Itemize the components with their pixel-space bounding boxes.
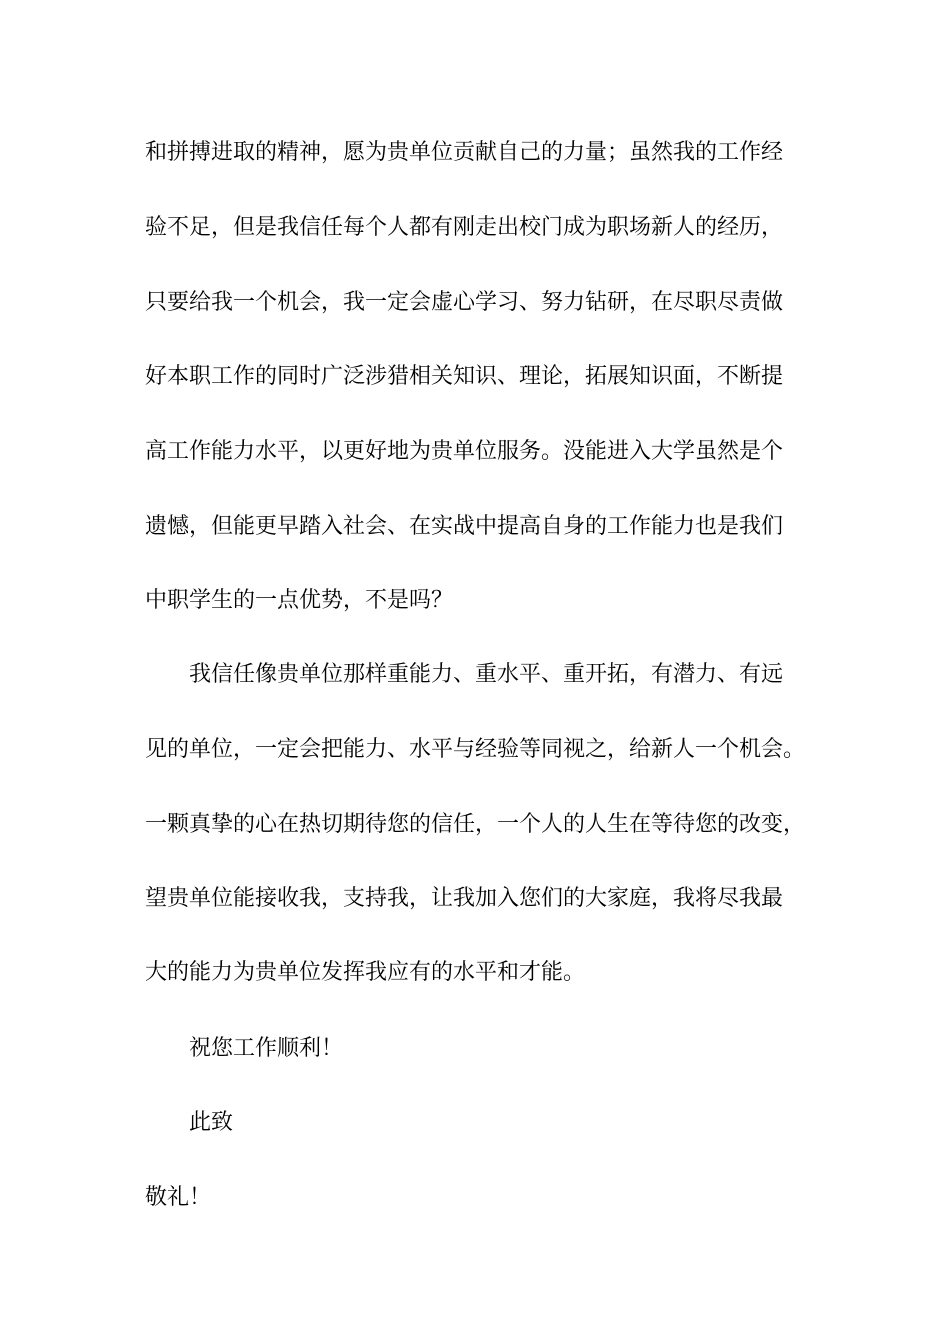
paragraph-first-line: 我信任像贵单位那样重能力、重水平、重开拓，有潜力、有远 [189,662,784,687]
body-text-line: 好本职工作的同时广泛涉猎相关知识、理论，拓展知识面，不断提 [145,364,784,389]
body-text-line: 大的能力为贵单位发挥我应有的水平和才能。 [145,960,586,985]
closing-salute: 敬礼！ [145,1185,212,1210]
body-text-line: 见的单位，一定会把能力、水平与经验等同视之，给新人一个机会。 [145,737,806,762]
body-text-line: 验不足，但是我信任每个人都有刚走出校门成为职场新人的经历， [145,215,784,240]
body-text-line: 遗憾，但能更早踏入社会、在实战中提高自身的工作能力也是我们 [145,514,784,539]
body-text-line: 和拼搏进取的精神，愿为贵单位贡献自己的力量；虽然我的工作经 [145,140,784,165]
closing-cizhi: 此致 [189,1110,234,1135]
body-text-line: 中职学生的一点优势，不是吗？ [145,588,454,613]
closing-wish: 祝您工作顺利！ [189,1036,344,1061]
body-text-line: 望贵单位能接收我，支持我，让我加入您们的大家庭，我将尽我最 [145,886,784,911]
body-text-line: 一颗真挚的心在热切期待您的信任，一个人的人生在等待您的改变， [145,812,806,837]
body-text-line: 只要给我一个机会，我一定会虚心学习、努力钻研，在尽职尽责做 [145,290,784,315]
body-text-line: 高工作能力水平，以更好地为贵单位服务。没能进入大学虽然是个 [145,439,784,464]
